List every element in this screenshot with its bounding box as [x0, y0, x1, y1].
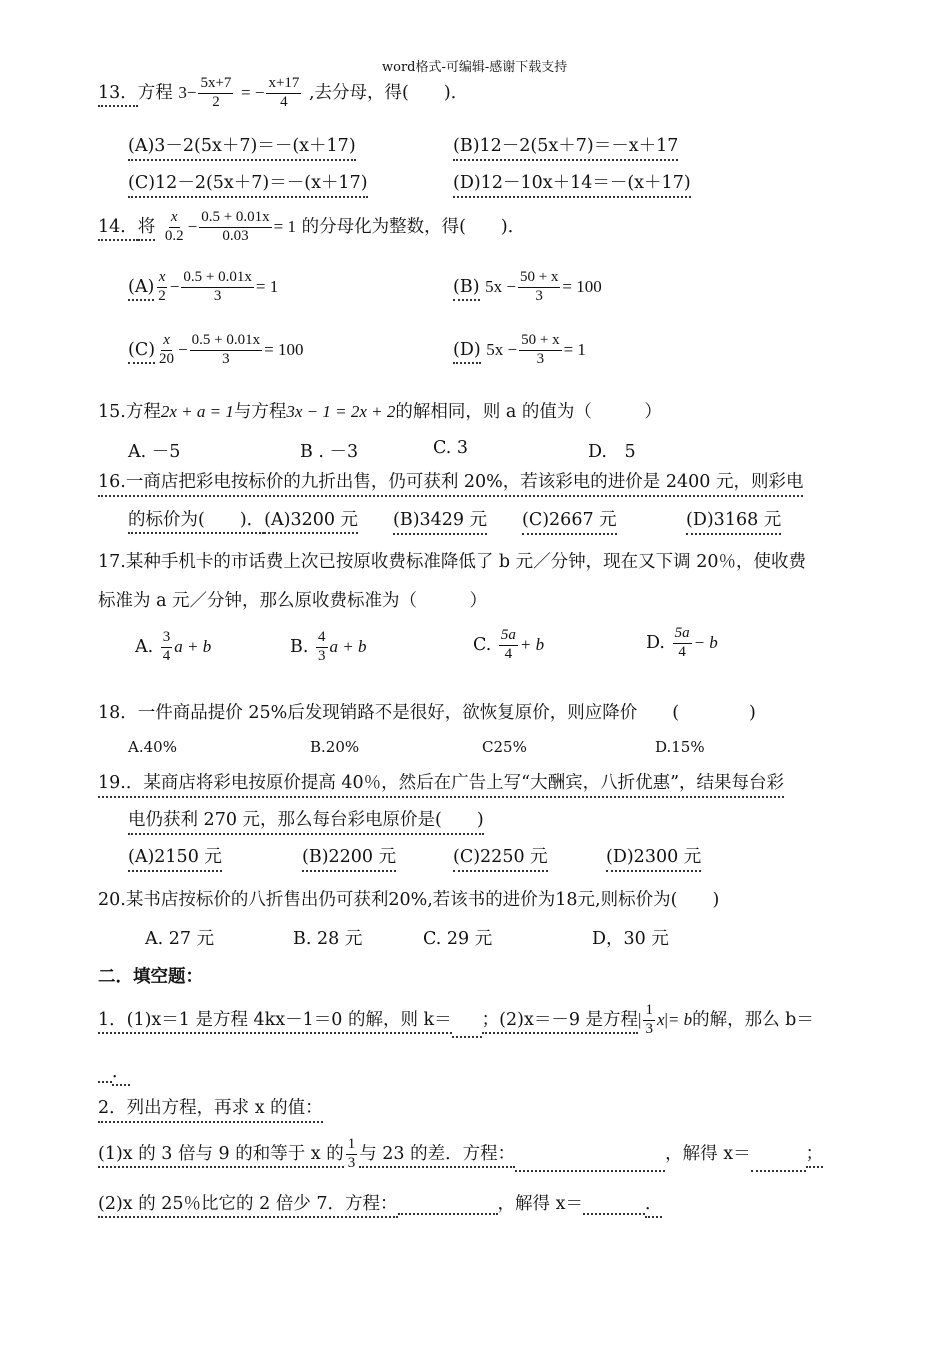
question-text: 将	[138, 217, 156, 241]
fraction: $\frac{5x+7}{2}$	[200, 75, 232, 110]
fill-question-2-part1: (1)x 的 3 倍与 9 的和等于 x 的 $\frac{1}{3}$ 与 23 的差．方程： ，解得 x＝ ；	[98, 1136, 824, 1171]
option-a: A. $\frac{3}{4}$ a + b	[135, 629, 212, 664]
option-d: (D) 5x − $\frac{50 + x}{3}$ = 1	[453, 332, 586, 367]
option-a: (A)2150 元	[128, 843, 222, 872]
question-14	[98, 210, 525, 245]
equation-rhs: = 1	[273, 216, 297, 236]
section-title: 二．填空题：	[98, 967, 203, 987]
equation: 2x + a = 1	[160, 402, 234, 421]
answer-blank	[452, 1036, 482, 1038]
option-d: (D)2300 元	[606, 843, 701, 872]
question-18: 18．一件商品提价 25%后发现销路不是很好，欲恢复原价，则应降价 ( )	[98, 703, 756, 723]
question-15: 15.方程2x + a = 1与方程3x − 1 = 2x + 2的解相同，则 a 的值为（ ）	[98, 402, 662, 422]
option-b: B. $\frac{4}{3}$ a + b	[290, 629, 367, 664]
option-b: B . －3	[300, 442, 359, 462]
question-text: ,去分母，得( )．	[308, 82, 469, 103]
answer-blank	[398, 1213, 498, 1215]
fraction: $\frac{x}{0.2}$	[164, 209, 184, 244]
option-d: D，30 元	[592, 929, 669, 949]
option-c: C. $\frac{5a}{4}$ + b	[473, 627, 545, 662]
option-c: C. 3	[433, 438, 469, 458]
question-17: 17.某种手机卡的市话费上次已按原收费标准降低了 b 元／分钟，现在又下调 20％，使收费	[98, 552, 806, 572]
answer-blank	[583, 1213, 645, 1215]
option-a: (A)3－2(5x＋7)＝－(x＋17)	[128, 132, 356, 161]
fraction: $\frac{0.5 + 0.01x}{0.03}$	[201, 209, 270, 244]
question-17-line2: 标准为 a 元／分钟，那么原收费标准为（ ）	[98, 591, 488, 611]
option-a: (A) $\frac{x}{2}$ − $\frac{0.5 + 0.01x}{3}$ = 1	[128, 269, 279, 304]
fraction: $\frac{1}{3}$	[645, 1002, 653, 1037]
answer-blank	[98, 1081, 112, 1083]
option-a: A.40%	[128, 738, 177, 756]
fill-question-2: 2．列出方程，再求 x 的值：	[98, 1094, 323, 1123]
option-a: A. 27 元	[145, 929, 215, 949]
option-b: B. 28 元	[293, 929, 363, 949]
question-19: 19.．某商店将彩电按原价提高 40％，然后在广告上写“大酬宾，八折优惠”，结果每台彩	[98, 769, 784, 798]
question-text: 的分母化为整数，得( )．	[301, 216, 526, 237]
question-20: 20.某书店按标价的八折售出仍可获利20%,若该书的进价为18元,则标价为( )	[98, 890, 720, 910]
minus-sign: −	[187, 216, 198, 236]
option-b: B.20%	[310, 738, 360, 756]
equation-lhs: 3−	[178, 82, 197, 102]
option-a: (A)3200 元	[264, 510, 358, 534]
question-number: 13．	[98, 83, 138, 107]
fill-question-1-end: ．	[98, 1058, 130, 1083]
option-a: A. －5	[128, 442, 181, 462]
fill-question-1: 1．(1)x＝1 是方程 4kx－1＝0 的解，则 k＝ ；(2)x＝－9 是方程| $\frac{1}{3}$ x|= b的解，那么 b＝	[98, 1002, 814, 1037]
option-d: D. 5	[588, 442, 636, 462]
option-d: (D)3168 元	[686, 506, 781, 535]
option-c: (C)12－2(5x＋7)＝－(x＋17)	[128, 169, 368, 198]
answer-blank	[515, 1170, 665, 1172]
option-c: (C) $\frac{x}{20}$ − $\frac{0.5 + 0.01x}{3}$ = 100	[128, 332, 304, 367]
option-b: (B)2200 元	[302, 843, 396, 872]
option-c: (C)2667 元	[522, 506, 617, 535]
question-number: 14．	[98, 217, 138, 241]
option-b: (B)3429 元	[393, 506, 487, 535]
option-b: (B) 5x − $\frac{50 + x}{3}$ = 100	[453, 269, 602, 304]
option-d: D.15%	[655, 738, 705, 756]
fraction: $\frac{1}{3}$	[347, 1136, 356, 1171]
option-c: C. 29 元	[423, 929, 493, 949]
fill-question-2-part2: (2)x 的 25％比它的 2 倍少 7．方程： ，解得 x＝ ．	[98, 1190, 662, 1215]
question-16-line2: 的标价为( )．(A)3200 元	[128, 506, 358, 531]
question-13	[98, 76, 468, 111]
answer-blank	[751, 1170, 806, 1172]
page-header: word格式-可编辑-感谢下载支持	[382, 60, 568, 75]
equals-sign: = −	[241, 82, 265, 102]
option-c: C25%	[482, 738, 527, 756]
fraction: $\frac{x+17}{4}$	[268, 75, 300, 110]
question-16: 16.一商店把彩电按标价的九折出售，仍可获利 20%，若该彩电的进价是 2400 元，则彩电	[98, 468, 803, 497]
option-d: (D)12－10x＋14＝－(x＋17)	[453, 169, 691, 198]
option-d: D. $\frac{5a}{4}$ − b	[646, 625, 718, 660]
question-19-line2: 电仍获利 270 元，那么每台彩电原价是( )	[128, 806, 484, 835]
option-c: (C)2250 元	[453, 843, 548, 872]
question-text: 方程	[137, 82, 173, 103]
option-b: (B)12－2(5x＋7)＝－x＋17	[453, 132, 678, 161]
equation: 3x − 1 = 2x + 2	[286, 402, 396, 421]
